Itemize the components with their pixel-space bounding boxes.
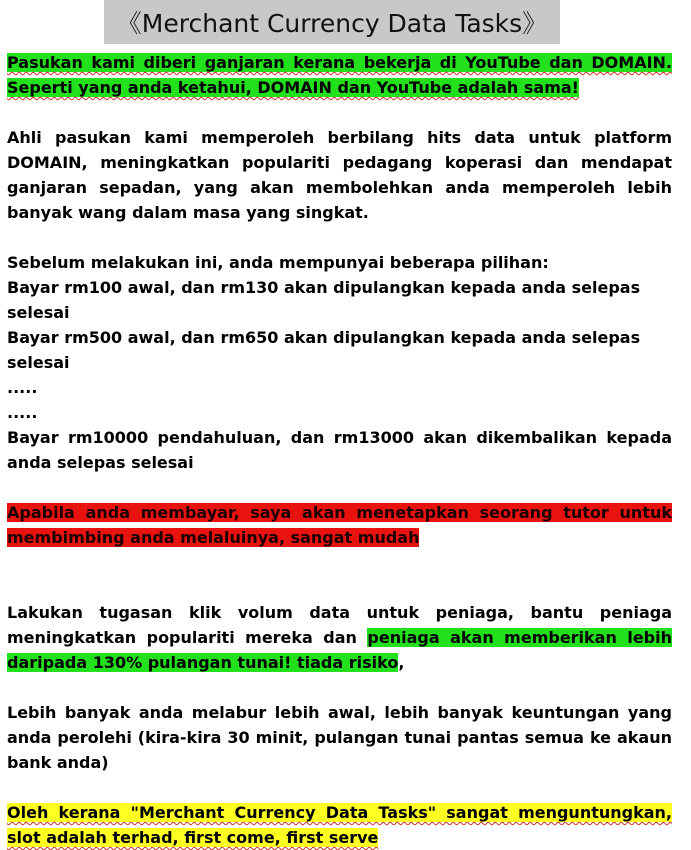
task-highlight-text: peniaga akan memberikan lebih daripada 130% pulangan tunai! tiada risiko (7, 628, 672, 672)
closing-paragraph (7, 800, 672, 850)
option-item-2: Bayar rm500 awal, dan rm650 akan dipulangkan kepada anda selepas selesai (7, 328, 641, 372)
ellipsis-2: ..... (7, 403, 38, 422)
intro-paragraph (7, 50, 672, 100)
options-heading: Sebelum melakukan ini, anda mempunyai beberapa pilihan: (7, 253, 549, 272)
invest-paragraph: Lebih banyak anda melabur lebih awal, lebih banyak keuntungan yang anda perolehi (kira-kira 30 minit, pulangan tunai pantas semua ke akaun bank anda) (7, 703, 672, 772)
document-title: 《Merchant Currency Data Tasks》 (104, 0, 560, 44)
tutor-paragraph (7, 500, 672, 550)
closing-text: Oleh kerana "Merchant Currency Data Tasks" sangat menguntungkan, slot adalah terhad, first come, first serve (7, 803, 672, 847)
task-text: Lakukan tugasan klik volum data untuk peniaga, bantu peniaga meningkatkan populariti mereka dan (7, 603, 672, 647)
option-item-last: Bayar rm10000 pendahuluan, dan rm13000 akan dikembalikan kepada anda selepas selesai (7, 428, 672, 472)
task-end-text: , (398, 653, 405, 672)
intro-text: Pasukan kami diberi ganjaran kerana bekerja di YouTube dan DOMAIN. Seperti yang anda ketahui, DOMAIN dan YouTube adalah sama! (7, 53, 672, 97)
task-paragraph (7, 600, 672, 675)
option-item-1: Bayar rm100 awal, dan rm130 akan dipulangkan kepada anda selepas selesai (7, 278, 641, 322)
document-body (7, 50, 672, 850)
tutor-text: Apabila anda membayar, saya akan menetapkan seorang tutor untuk membimbing anda melaluinya, sangat mudah (7, 503, 672, 547)
ellipsis-1: ..... (7, 378, 38, 397)
members-paragraph: Ahli pasukan kami memperoleh berbilang hits data untuk platform DOMAIN, meningkatkan populariti pedagang koperasi dan mendapat ganjaran sepadan, yang akan membolehkan anda memperoleh lebih banyak wang dalam masa yang singkat. (7, 128, 672, 222)
